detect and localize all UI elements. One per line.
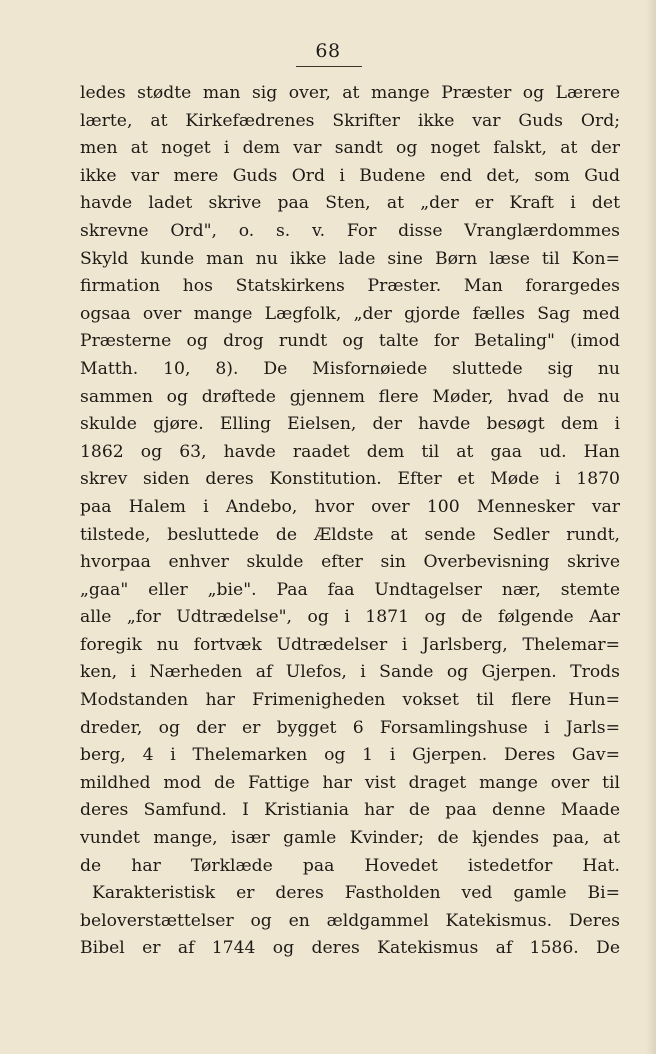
text-line: 1862 og 63, havde raadet dem til at gaa ud. Han: [80, 441, 620, 462]
text-line: „gaa" eller „bie". Paa faa Undtagelser nær, stemte: [80, 579, 620, 600]
text-line: dreder, og der er bygget 6 Forsamlingshuse i Jarls=: [80, 717, 620, 738]
text-line: ledes stødte man sig over, at mange Præster og Lærere: [80, 83, 620, 103]
page-edge-shadow: [646, 0, 656, 1054]
text-line: skrevne Ord", o. s. v. For disse Vranglærdommes: [80, 220, 620, 241]
text-line: Præsterne og drog rundt og talte for Betaling" (imod: [80, 331, 620, 352]
text-line: foregik nu fortvæk Udtrædelser i Jarlsberg, Thelemar=: [80, 634, 620, 655]
text-line: ikke var mere Guds Ord i Budene end det, som Gud: [80, 165, 620, 186]
text-line: berg, 4 i Thelemarken og 1 i Gjerpen. Deres Gav=: [80, 745, 620, 766]
text-line: havde ladet skrive paa Sten, at „der er Kraft i det: [80, 193, 620, 214]
text-line: Karakteristisk er deres Fastholden ved gamle Bi=: [92, 883, 620, 904]
text-line: sammen og drøftede gjennem flere Møder, hvad de nu: [80, 386, 620, 407]
text-line: Bibel er af 1744 og deres Katekismus af 1586. De: [80, 938, 620, 959]
text-line: paa Halem i Andebo, hvor over 100 Mennesker var: [80, 496, 620, 517]
text-line: mildhed mod de Fattige har vist draget mange over til: [80, 772, 620, 793]
text-line: skrev siden deres Konstitution. Efter et Møde i 1870: [80, 469, 620, 490]
text-line: men at noget i dem var sandt og noget falskt, at der: [80, 138, 620, 159]
text-line: ken, i Nærheden af Ulefos, i Sande og Gjerpen. Trods: [80, 662, 620, 683]
text-line: alle „for Udtrædelse", og i 1871 og de følgende Aar: [80, 607, 620, 628]
text-line: skulde gjøre. Elling Eielsen, der havde besøgt dem i: [80, 414, 620, 435]
text-line: deres Samfund. I Kristiania har de paa denne Maade: [80, 800, 620, 821]
text-line: lærte, at Kirkefædrenes Skrifter ikke var Guds Ord;: [80, 110, 620, 131]
text-line: ogsaa over mange Lægfolk, „der gjorde fælles Sag med: [80, 303, 620, 324]
text-line: Modstanden har Frimenigheden vokset til flere Hun=: [80, 690, 620, 711]
text-line: Skyld kunde man nu ikke lade sine Børn læse til Kon=: [80, 248, 620, 269]
text-line: tilstede, besluttede de Ældste at sende Sedler rundt,: [80, 524, 620, 545]
page-number: 68: [315, 40, 341, 62]
text-line: Matth. 10, 8). De Misfornøiede sluttede sig nu: [80, 358, 620, 379]
text-line: beloverstættelser og en ældgammel Katekismus. Deres: [80, 910, 620, 931]
text-line: hvorpaa enhver skulde efter sin Overbevisning skrive: [80, 552, 620, 573]
text-line: vundet mange, især gamle Kvinder; de kjendes paa, at: [80, 828, 620, 849]
text-line: de har Tørklæde paa Hovedet istedetfor Hat.: [80, 855, 620, 876]
text-line: firmation hos Statskirkens Præster. Man forargedes: [80, 276, 620, 297]
body-text: [80, 80, 620, 963]
header-rule: [296, 66, 362, 67]
